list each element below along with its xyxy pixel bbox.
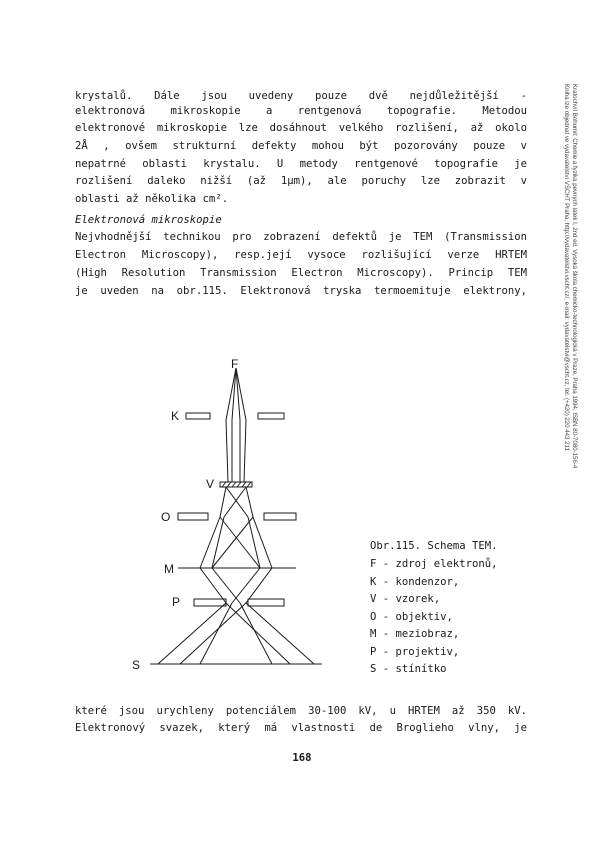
- text-line: rozlišení daleko nižší (až 1μm), ale poruchy lze zobrazit v: [75, 175, 527, 187]
- ray-line: [180, 603, 246, 664]
- projective-lens-right: [248, 599, 284, 606]
- legend-item: K - kondenzor,: [370, 576, 460, 588]
- label-condenser: K: [171, 409, 180, 423]
- page-number: 168: [292, 752, 312, 764]
- ray-line: [200, 568, 226, 603]
- ray-line: [253, 517, 272, 568]
- label-objective: O: [161, 510, 171, 524]
- objective-lens-right: [264, 513, 296, 520]
- figure-caption: Obr.115. Schema TEM.: [370, 540, 498, 552]
- text-line: Electron Microscopy), resp.její vysoce rozlišující verze HRTEM: [75, 249, 527, 261]
- legend-item: V - vzorek,: [370, 593, 441, 605]
- projective-lens-left: [194, 599, 226, 606]
- legend-item: O - objektiv,: [370, 611, 453, 623]
- condenser-lens-left: [186, 413, 210, 419]
- text-line: nepatrné oblasti krystalu. U metody rentgenové topografie je: [75, 158, 527, 170]
- ray-line: [200, 517, 220, 568]
- text-line: které jsou urychleny potenciálem 30-100 kV, u HRTEM až 350 kV.: [75, 705, 527, 717]
- margin-citation: Kratochvíl Bohumil: Chemie a fyzika pevných látek I, 2nd ed. Vysoká škola chemicko-technologická v Praze, Praha 1994, ISBN 80-7080-156-4: [571, 84, 578, 469]
- legend-item: P - projektiv,: [370, 646, 460, 658]
- text-line: je uveden na obr.115. Elektronová tryska termoemituje elektrony,: [75, 285, 527, 297]
- label-intermediate-image: M: [164, 562, 174, 576]
- condenser-lens-right: [258, 413, 284, 419]
- text-line: (High Resolution Transmission Electron Microscopy). Princip TEM: [75, 267, 527, 279]
- text-line: 2Å , ovšem strukturní defekty mohou být pozorovány pouze v: [75, 140, 527, 152]
- ray-line: [246, 487, 253, 517]
- legend-item: S - stínítko: [370, 663, 447, 675]
- legend-item: F - zdroj elektronů,: [370, 558, 498, 570]
- text-line: oblasti až několika cm².: [75, 193, 229, 205]
- label-projective: P: [172, 595, 181, 609]
- section-heading: Elektronová mikroskopie: [75, 214, 222, 226]
- legend-item: M - meziobraz,: [370, 628, 460, 640]
- label-screen: S: [132, 658, 141, 672]
- text-line: elektronové mikroskopie lze dosáhnout velkého rozlišení, až okolo: [75, 122, 527, 134]
- ray-line: [244, 420, 246, 482]
- ray-line: [246, 568, 272, 603]
- text-line: Nejvhodnější technikou pro zobrazení defektů je TEM (Transmission: [75, 231, 527, 243]
- ray-line: [220, 487, 226, 517]
- text-line: elektronová mikroskopie a rentgenová topografie. Metodou: [75, 105, 527, 117]
- ray-line: [232, 568, 260, 603]
- ray-line: [224, 487, 246, 517]
- label-source: F: [231, 357, 239, 371]
- ray-line: [226, 420, 228, 482]
- ray-line: [226, 487, 248, 517]
- text-line: krystalů. Dále jsou uvedeny pouze dvě nejdůležitější -: [75, 90, 527, 102]
- label-specimen: V: [206, 477, 215, 491]
- margin-order-info: Kniha lze objednat ve vydavatelství VŠCHT Praha, http://vydavatelstvi.vscht.cz/, e-mail: vydavatelstvi@vscht.cz, tel. (+420) 220 443 211: [563, 84, 570, 451]
- objective-lens-left: [178, 513, 208, 520]
- text-line: Elektronový svazek, který má vlastnosti de Broglieho vlny, je: [75, 722, 527, 734]
